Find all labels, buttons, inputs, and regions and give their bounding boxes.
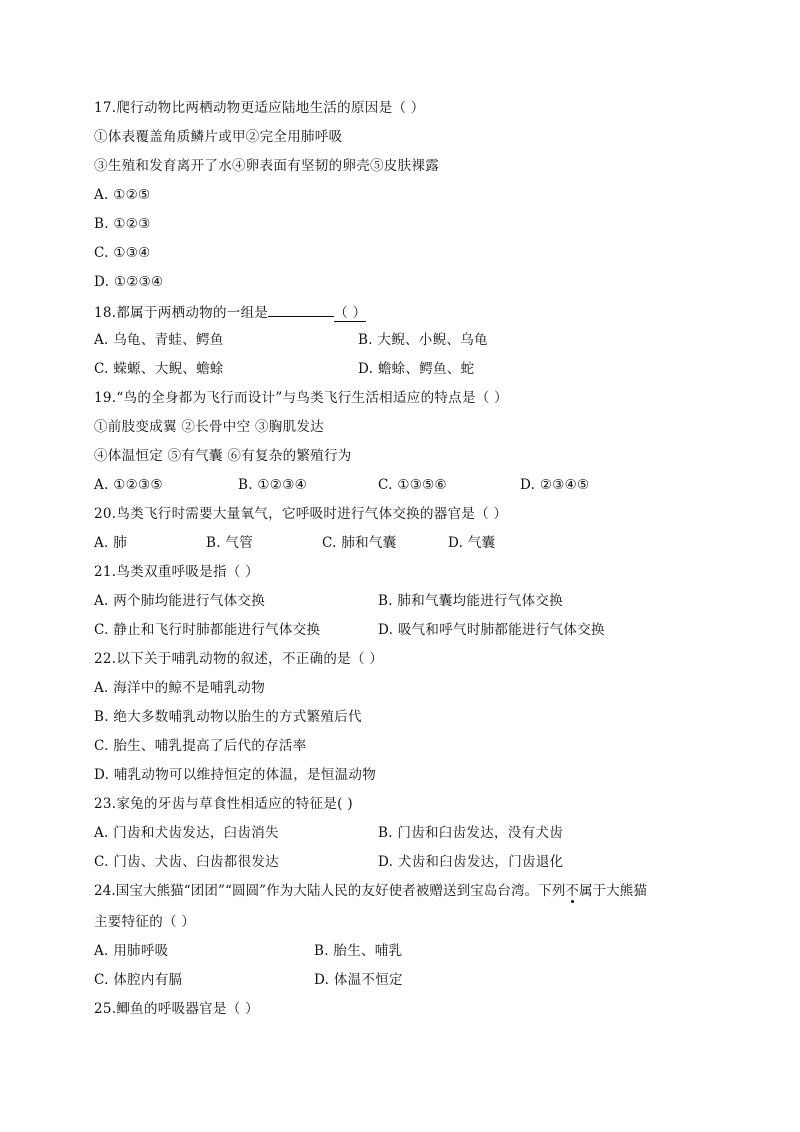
- q19-statements-1: ①前肢变成翼 ②长骨中空 ③胸肌发达: [94, 419, 324, 435]
- q20-stem: 20.鸟类飞行时需要大量氧气，它呼吸时进行气体交换的器官是（ ）: [94, 506, 508, 522]
- q20-option-d: D. 气囊: [448, 535, 496, 551]
- q21-option-c: C. 静止和飞行时肺都能进行气体交换: [94, 622, 321, 638]
- q17-option-d: D. ①②③④: [94, 274, 164, 290]
- q17-option-a: A. ①②⑤: [94, 187, 151, 203]
- q25-stem: 25.鲫鱼的呼吸器官是（ ）: [94, 1001, 259, 1017]
- q18-stem: [94, 302, 366, 322]
- q24-option-a: A. 用肺呼吸: [94, 943, 169, 959]
- q22-stem: 22.以下关于哺乳动物的叙述，不正确的是（ ）: [94, 651, 384, 667]
- q24-emphasis-not: 不: [565, 883, 579, 899]
- q18-stem-text: 18.都属于两栖动物的一组是: [94, 305, 269, 321]
- q18-option-d: D. 蟾蜍、鳄鱼、蛇: [358, 361, 475, 377]
- q22-option-c: C. 胎生、哺乳提高了后代的存活率: [94, 738, 307, 754]
- q23-option-a: A. 门齿和犬齿发达，臼齿消失: [94, 825, 279, 841]
- q24-stem-text: 24.国宝大熊猫“团团”“圆圆”作为大陆人民的友好使者被赠送到宝岛台湾。下列: [94, 883, 566, 899]
- q23-option-c: C. 门齿、犬齿、臼齿都很发达: [94, 854, 279, 870]
- q22-option-d: D. 哺乳动物可以维持恒定的体温，是恒温动物: [94, 767, 377, 783]
- q24-stem-tail: 属于大熊猫: [578, 883, 647, 899]
- q19-option-d: D. ②③④⑤: [520, 477, 590, 493]
- q24-option-d: D. 体温不恒定: [314, 972, 403, 988]
- q17-option-b: B. ①②③: [94, 216, 151, 232]
- q18-paren: （ ）: [334, 305, 367, 321]
- q21-option-d: D. 吸气和呼气时肺都能进行气体交换: [378, 622, 605, 638]
- q24-option-c: C. 体腔内有膈: [94, 972, 183, 988]
- q19-statements-2: ④体温恒定 ⑤有气囊 ⑥有复杂的繁殖行为: [94, 448, 352, 464]
- q17-statements-1: ①体表覆盖角质鳞片或甲②完全用肺呼吸: [94, 129, 343, 145]
- q24-option-b: B. 胎生、哺乳: [314, 943, 403, 959]
- q19-stem: 19.“鸟的全身都为飞行而设计”与鸟类飞行生活相适应的特点是（ ）: [94, 390, 508, 406]
- q21-option-b: B. 肺和气囊均能进行气体交换: [378, 593, 564, 609]
- q17-statements-2: ③生殖和发育离开了水④卵表面有坚韧的卵壳⑤皮肤裸露: [94, 158, 439, 174]
- q18-option-c: C. 蝾螈、大鲵、蟾蜍: [94, 361, 224, 377]
- q22-option-a: A. 海洋中的鲸不是哺乳动物: [94, 680, 266, 696]
- q20-option-b: B. 气管: [206, 535, 254, 551]
- q18-blank: [268, 302, 334, 317]
- q21-option-a: A. 两个肺均能进行气体交换: [94, 593, 266, 609]
- q20-option-c: C. 肺和气囊: [322, 535, 397, 551]
- q23-option-b: B. 门齿和臼齿发达，没有犬齿: [378, 825, 564, 841]
- q24-stem-line-2: 主要特征的（ ）: [94, 914, 196, 930]
- q22-option-b: B. 绝大多数哺乳动物以胎生的方式繁殖后代: [94, 709, 362, 725]
- q19-option-c: C. ①③⑤⑥: [378, 477, 447, 493]
- q20-option-a: A. 肺: [94, 535, 128, 551]
- q17-stem: 17.爬行动物比两栖动物更适应陆地生活的原因是（ ）: [94, 100, 425, 116]
- q19-option-b: B. ①②③④: [238, 477, 308, 493]
- q18-option-b: B. 大鲵、小鲵、乌龟: [358, 332, 488, 348]
- q23-stem: 23.家兔的牙齿与草食性相适应的特征是( ): [94, 796, 353, 812]
- q21-stem: 21.鸟类双重呼吸是指（ ）: [94, 564, 259, 580]
- q18-option-a: A. 乌龟、青蛙、鳄鱼: [94, 332, 224, 348]
- q17-option-c: C. ①③④: [94, 245, 151, 261]
- q19-option-a: A. ①②③⑤: [94, 477, 163, 493]
- q23-option-d: D. 犬齿和臼齿发达，门齿退化: [378, 854, 564, 870]
- q24-stem: [94, 882, 647, 900]
